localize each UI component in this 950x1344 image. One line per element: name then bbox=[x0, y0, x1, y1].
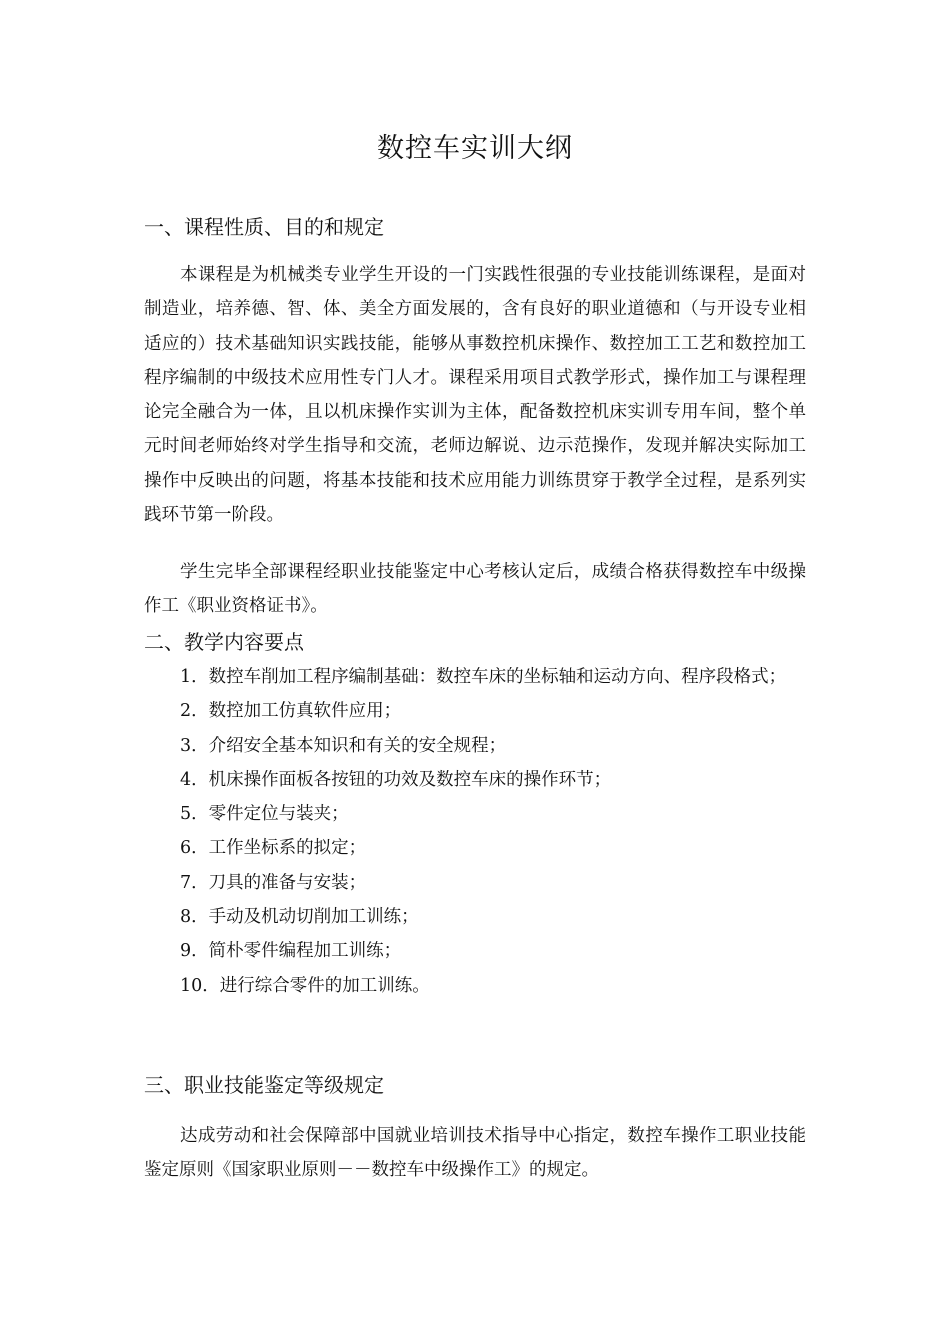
paragraph-course-description: 本课程是为机械类专业学生开设的一门实践性很强的专业技能训练课程，是面对制造业，培养德、智、体、美全方面发展的，含有良好的职业道德和（与开设专业相适应的）技术基础知识实践技能，能够从事数控机床操作、数控加工工艺和数控加工程序编制的中级技术应用性专门人才。课程采用项目式教学形式，操作加工与课程理论完全融合为一体，且以机床操作实训为主体，配备数控机床实训专用车间，整个单元时间老师始终对学生指导和交流，老师边解说、边示范操作，发现并解决实际加工操作中反映出的问题，将基本技能和技术应用能力训练贯穿于教学全过程，是系列实践环节第一阶段。 bbox=[144, 265, 806, 526]
list-item: 1．数控车削加工程序编制基础：数控车床的坐标轴和运动方向、程序段格式； bbox=[180, 667, 787, 687]
list-item: 5．零件定位与装夹； bbox=[180, 804, 349, 825]
list-item: 7．刀具的准备与安装； bbox=[180, 872, 367, 893]
section-heading-skill-assessment: 三、职业技能鉴定等级规定 bbox=[144, 1073, 384, 1097]
list-item: 3．介绍安全基本知识和有关的安全规程； bbox=[180, 735, 507, 756]
list-item: 9．简朴零件编程加工训练； bbox=[180, 941, 402, 962]
document-title: 数控车实训大纲 bbox=[377, 133, 573, 164]
section-heading-course-nature: 一、课程性质、目的和规定 bbox=[144, 215, 384, 239]
paragraph-certificate: 学生完毕全部课程经职业技能鉴定中心考核认定后，成绩合格获得数控车中级操作工《职业资格证书》。 bbox=[144, 562, 806, 617]
teaching-content-list bbox=[144, 660, 806, 1003]
section-heading-teaching-content: 二、教学内容要点 bbox=[144, 630, 304, 654]
list-item: 4．机床操作面板各按钮的功效及数控车床的操作环节； bbox=[180, 769, 612, 790]
list-item: 6．工作坐标系的拟定； bbox=[180, 838, 367, 859]
list-item: 2．数控加工仿真软件应用； bbox=[180, 701, 402, 722]
paragraph-assessment-standard: 达成劳动和社会保障部中国就业培训技术指导中心指定，数控车操作工职业技能鉴定原则《国家职业原则－－数控车中级操作工》的规定。 bbox=[144, 1126, 806, 1181]
list-item: 10．进行综合零件的加工训练。 bbox=[180, 975, 430, 996]
list-item: 8．手动及机动切削加工训练； bbox=[180, 907, 419, 928]
